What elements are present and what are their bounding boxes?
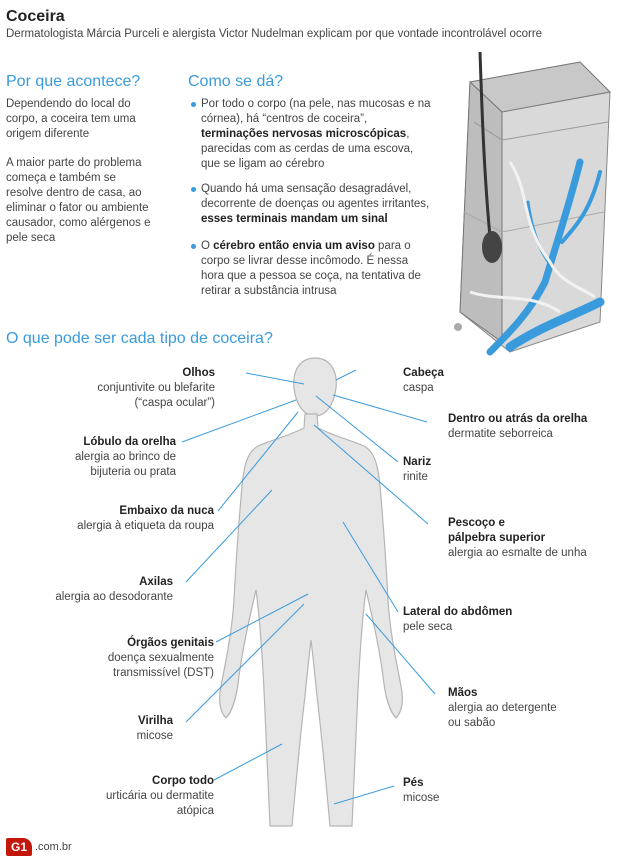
why-paragraph-2: A maior parte do problema começa e também se resolve dentro de casa, ao eliminar o fator ou ambiente causador, como alérgenos e pele seca: [6, 157, 151, 244]
label-orelha-dentro: Dentro ou atrás da orelha dermatite seborreica: [448, 413, 588, 440]
g1-logo: G1: [6, 838, 32, 856]
skin-cross-section-illustration: [450, 52, 618, 364]
label-nariz: Nariz rinite: [403, 456, 432, 483]
label-maos: Mãos alergia ao detergente ou sabão: [448, 687, 557, 729]
bullet-dot: [191, 244, 196, 249]
label-pes: Pés micose: [403, 777, 440, 804]
label-embaixo-nuca: Embaixo da nuca alergia à etiqueta da roupa: [77, 505, 214, 532]
label-pescoco-palpebra: Pescoço e pálpebra superior alergia ao esmalte de unha: [448, 517, 587, 559]
how-heading: Como se dá?: [188, 73, 284, 90]
bullet-dot: [191, 187, 196, 192]
label-lateral-abdomen: Lateral do abdômen pele seca: [403, 606, 513, 633]
pointer-orelha-dentro: [333, 395, 427, 422]
label-virilha: Virilha micose: [136, 715, 173, 742]
label-orgaos-genitais: Órgãos genitais doença sexualmente transmissível (DST): [107, 637, 214, 679]
page-subtitle: Dermatologista Márcia Purceli e alergista Victor Nudelman explicam por que vontade incontrolável ocorre: [6, 28, 543, 40]
bullet-dot: [191, 102, 196, 107]
label-corpo-todo: Corpo todo urticária ou dermatite atópica: [105, 775, 214, 817]
page-title: Coceira: [6, 8, 65, 25]
types-heading: O que pode ser cada tipo de coceira?: [6, 330, 273, 347]
how-bullet-2: Quando há uma sensação desagradável, decorrente de doenças ou agentes irritantes, esses terminais mandam um sinal: [201, 182, 433, 227]
footer-domain: .com.br: [35, 841, 72, 853]
why-paragraph-1: Dependendo do local do corpo, a coceira tem uma origem diferente: [6, 98, 136, 140]
label-axilas: Axilas alergia ao desodorante: [55, 576, 173, 603]
label-olhos: Olhos conjuntivite ou blefarite (“caspa ocular”): [97, 367, 215, 409]
how-bullet-1: Por todo o corpo (na pele, nas mucosas e na córnea), há “centros de coceira”, terminações nervosas microscópicas, parecidas com as cerdas de uma escova, que se ligam ao cérebro: [201, 97, 433, 172]
pointer-cabeca: [336, 370, 356, 380]
human-silhouette: [220, 358, 403, 826]
why-heading: Por que acontece?: [6, 73, 141, 90]
how-bullet-3: O cérebro então envia um aviso para o corpo se livrar desse incômodo. É nessa hora que a pessoa se coça, na tentativa de retirar a substância intrusa: [201, 239, 433, 299]
label-lobulo-orelha: Lóbulo da orelha alergia ao brinco de bijuteria ou prata: [74, 436, 176, 478]
label-cabeca: Cabeça caspa: [403, 367, 444, 394]
